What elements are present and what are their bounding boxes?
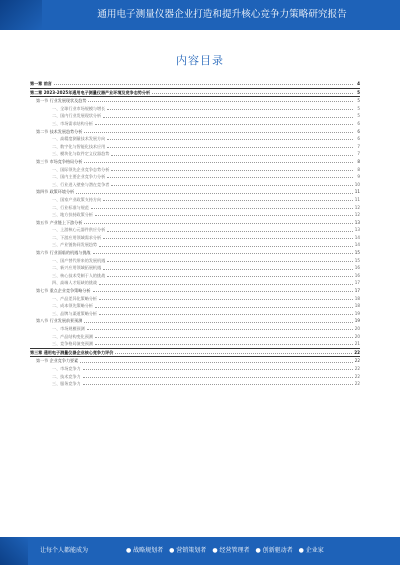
toc-leader-dots (111, 185, 352, 186)
toc-entry-page: 5 (357, 113, 360, 119)
toc-entry[interactable] (30, 226, 360, 234)
toc-entry-page: 18 (354, 295, 360, 301)
toc-entry-label: 第八节 行业发展前景预测 (36, 318, 83, 324)
toc-leader-dots (84, 322, 352, 323)
toc-entry-label: 三、产业链协同发展趋势 (52, 242, 98, 248)
toc-entry[interactable] (30, 257, 360, 265)
toc-leader-dots (115, 353, 352, 354)
footer-bullet-item: ● 企业家 (298, 547, 324, 554)
toc-entry-label: 二、国内行业发展现状分析 (52, 113, 102, 119)
toc-entry-page: 11 (354, 196, 360, 202)
toc-entry[interactable] (30, 120, 360, 128)
toc-leader-dots (84, 132, 353, 133)
toc-entry-page: 4 (357, 81, 360, 86)
toc-entry-page: 8 (357, 166, 360, 172)
toc-entry-label: 一、国际领先企业竞争态势分析 (52, 166, 110, 172)
toc-entry[interactable] (30, 112, 360, 120)
toc-entry-page: 8 (357, 158, 360, 164)
toc-entry-page: 21 (354, 341, 360, 347)
toc-entry-label: 第三章 通用电子测量仪器企业核心竞争力评价 (30, 349, 114, 355)
toc-entry-label: 第一章 前言 (30, 81, 52, 86)
toc-entry[interactable] (30, 88, 360, 98)
toc-entry-label: 三、行业进入壁垒与潜在竞争者 (52, 181, 110, 187)
toc-entry-label: 一、国家产业政策支持方向 (52, 196, 102, 202)
toc-entry[interactable] (30, 272, 360, 280)
toc-entry-label: 一、产品差异化策略分析 (52, 295, 98, 301)
toc-entry-label: 第二章 2023-2025年通用电子测量仪器产业环境及竞争态势分析 (30, 89, 151, 95)
toc-entry-label: 第二节 技术发展趋势分析 (36, 128, 83, 134)
toc-entry-page: 12 (354, 212, 360, 218)
footer-bullet-item: ● 创新驱动者 (255, 547, 293, 554)
toc-leader-dots (76, 193, 353, 194)
toc-leader-dots (91, 208, 353, 209)
toc-entry-page: 5 (357, 98, 360, 104)
toc-entry[interactable] (30, 340, 360, 348)
toc-entry-page: 18 (354, 303, 360, 309)
toc-entry-page: 13 (354, 227, 360, 233)
toc-entry[interactable] (30, 196, 360, 204)
toc-leader-dots (84, 223, 352, 224)
toc-entry-page: 20 (354, 326, 360, 331)
toc-entry-label: 第一节 企业竞争力要素 (36, 358, 79, 364)
toc-entry[interactable] (30, 181, 360, 189)
toc-leader-dots (152, 93, 353, 94)
toc-entry[interactable] (30, 211, 360, 219)
toc-entry-page: 6 (357, 136, 360, 142)
toc-leader-dots (83, 377, 353, 378)
footer-bullet-item: ● 营销策划者 (169, 547, 207, 554)
toc-entry[interactable] (30, 158, 360, 166)
footer-label: 让每个人都能成为 (40, 547, 89, 554)
toc-entry[interactable] (30, 333, 360, 341)
toc-entry-page: 7 (357, 151, 360, 157)
toc-leader-dots (103, 117, 353, 118)
toc-entry-label: 一、全球行业市场规模与增长 (52, 105, 106, 111)
toc-entry-label: 一、国产替代带来的发展机遇 (52, 257, 106, 263)
toc-leader-dots (99, 246, 353, 247)
toc-entry-label: 二、下游应用领域需求分析 (52, 234, 102, 240)
header-bar (0, 0, 400, 30)
toc-leader-dots (87, 329, 353, 330)
toc-entry-label: 二、国内主要企业竞争力分析 (52, 174, 106, 180)
toc-leader-dots (99, 299, 353, 300)
toc-entry-page: 17 (354, 280, 360, 286)
toc-entry[interactable] (30, 365, 360, 373)
toc-leader-dots (99, 284, 353, 285)
toc-leader-dots (103, 200, 353, 201)
toc-entry[interactable] (30, 279, 360, 287)
toc-entry-label: 四、高端人才短缺的挑战 (52, 280, 98, 286)
toc-leader-dots (88, 101, 353, 102)
toc-leader-dots (103, 269, 353, 270)
toc-entry-page: 16 (354, 265, 360, 271)
toc-entry-label: 二、产品结构变化预测 (52, 333, 93, 339)
toc-entry-page: 22 (354, 365, 360, 371)
toc-entry-page: 22 (354, 381, 360, 387)
toc-leader-dots (111, 155, 353, 156)
toc-entry-label: 第七节 重点企业竞争策略分析 (36, 288, 91, 294)
toc-entry-page: 9 (357, 174, 360, 180)
toc-entry-label: 三、地方扶持政策分析 (52, 212, 93, 218)
toc-leader-dots (107, 139, 353, 140)
toc-entry[interactable] (30, 348, 360, 358)
toc-entry-page: 7 (357, 143, 360, 149)
toc-entry-page: 6 (357, 128, 360, 134)
toc-entry-label: 第三节 市场竞争格局分析 (36, 158, 83, 164)
report-title: 通用电子测量仪器企业打造和提升核心竞争力策略研究报告 (97, 9, 347, 20)
toc-entry[interactable] (30, 325, 360, 333)
toc-entry-page: 15 (354, 257, 360, 263)
toc-leader-dots (107, 109, 353, 110)
toc-entry-label: 三、服务竞争力 (52, 381, 81, 387)
toc-leader-dots (93, 253, 353, 254)
toc-entry-label: 二、行业标准与规范 (52, 204, 89, 210)
toc-entry[interactable] (30, 105, 360, 113)
toc-entry-label: 三、核心技术受制于人的挑战 (52, 272, 106, 278)
toc-entry[interactable] (30, 310, 360, 318)
toc-entry-page: 13 (354, 219, 360, 225)
toc-entry-label: 二、成本领先策略分析 (52, 303, 93, 309)
toc-leader-dots (80, 362, 353, 363)
toc-leader-dots (95, 124, 353, 125)
toc-entry[interactable] (30, 143, 360, 151)
toc-entry-label: 三、模块化与软件定义仪器趋势 (52, 151, 110, 157)
toc-entry-label: 一、市场竞争力 (52, 365, 81, 371)
toc-leader-dots (95, 307, 353, 308)
toc-leader-dots (107, 261, 353, 262)
toc-entry-label: 一、高精度测量技术发展方向 (52, 136, 106, 142)
toc-entry-page: 22 (354, 349, 360, 355)
footer-bullets (126, 537, 330, 565)
footer-bullet-item: ● 战略规划者 (126, 547, 164, 554)
toc-entry-page: 14 (354, 234, 360, 240)
toc-leader-dots (84, 162, 353, 163)
toc-entry[interactable] (30, 234, 360, 242)
toc-entry-page: 5 (357, 89, 360, 95)
toc-entry[interactable] (30, 166, 360, 174)
toc-leader-dots (107, 276, 353, 277)
toc-leader-dots (99, 314, 353, 315)
toc-entry[interactable] (30, 97, 360, 105)
toc-entry-label: 第一节 行业发展现状及趋势 (36, 98, 87, 104)
toc-leader-dots (54, 84, 353, 85)
toc-entry-label: 二、技术竞争力 (52, 373, 81, 379)
toc-entry[interactable] (30, 80, 360, 88)
toc-leader-dots (83, 369, 353, 370)
toc-entry-label: 二、数字化与智能化技术应用 (52, 143, 106, 149)
toc-leader-dots (107, 177, 353, 178)
toc-leader-dots (111, 170, 353, 171)
toc-entry[interactable] (30, 287, 360, 295)
toc-entry-page: 19 (354, 318, 360, 324)
footer-bullet-item: ● 经营管理者 (212, 547, 250, 554)
toc-entry[interactable] (30, 204, 360, 212)
toc-heading: 内容目录 (176, 54, 224, 67)
toc-entry-page: 5 (357, 105, 360, 111)
toc-entry-page: 12 (354, 204, 360, 210)
toc-entry-page: 17 (354, 288, 360, 294)
toc-leader-dots (103, 238, 353, 239)
toc-entry[interactable] (30, 135, 360, 143)
toc-entry[interactable] (30, 219, 360, 227)
toc-entry-page: 22 (354, 373, 360, 379)
header-decoration (0, 0, 42, 30)
toc-entry-page: 19 (354, 310, 360, 316)
footer-bar (0, 537, 400, 565)
toc-entry-page: 6 (357, 120, 360, 126)
toc-entry-label: 二、新兴应用领域拓展机遇 (52, 265, 102, 271)
toc-entry[interactable] (30, 173, 360, 181)
toc-entry-label: 第四节 政策环境分析 (36, 189, 75, 195)
toc-entry[interactable] (30, 317, 360, 325)
toc-leader-dots (95, 337, 353, 338)
toc-entry-page: 20 (354, 333, 360, 339)
toc-entry-page: 14 (354, 242, 360, 248)
toc-leader-dots (95, 344, 353, 345)
toc-entry-label: 第五节 产业链上下游分析 (36, 219, 83, 225)
toc-entry[interactable] (30, 380, 360, 388)
toc-entry[interactable] (30, 373, 360, 381)
toc-entry-label: 三、市场需求结构分析 (52, 120, 93, 126)
toc-leader-dots (83, 384, 353, 385)
toc-leader-dots (107, 231, 353, 232)
toc-entry[interactable] (30, 295, 360, 303)
toc-entry[interactable] (30, 302, 360, 310)
toc-leader-dots (107, 147, 353, 148)
toc-entry-label: 一、市场规模预测 (52, 326, 85, 331)
toc-list (30, 80, 360, 388)
toc-entry[interactable] (30, 241, 360, 249)
toc-leader-dots (93, 291, 353, 292)
toc-entry-label: 三、竞争格局演变预测 (52, 341, 93, 347)
toc-entry-label: 三、品牌与渠道策略分析 (52, 310, 98, 316)
toc-entry-page: 11 (354, 189, 360, 195)
toc-entry-page: 15 (354, 250, 360, 256)
toc-leader-dots (95, 215, 353, 216)
toc-entry-page: 22 (354, 358, 360, 364)
footer-decoration (0, 537, 28, 565)
toc-entry[interactable] (30, 188, 360, 196)
toc-entry-label: 一、上游核心元器件供应分析 (52, 227, 106, 233)
toc-entry-label: 第六节 行业面临的机遇与挑战 (36, 250, 91, 256)
toc-entry-page: 10 (354, 181, 360, 187)
toc-entry[interactable] (30, 249, 360, 257)
toc-entry[interactable] (30, 357, 360, 365)
toc-entry[interactable] (30, 150, 360, 158)
toc-entry-page: 16 (354, 272, 360, 278)
toc-entry[interactable] (30, 264, 360, 272)
toc-entry[interactable] (30, 128, 360, 136)
